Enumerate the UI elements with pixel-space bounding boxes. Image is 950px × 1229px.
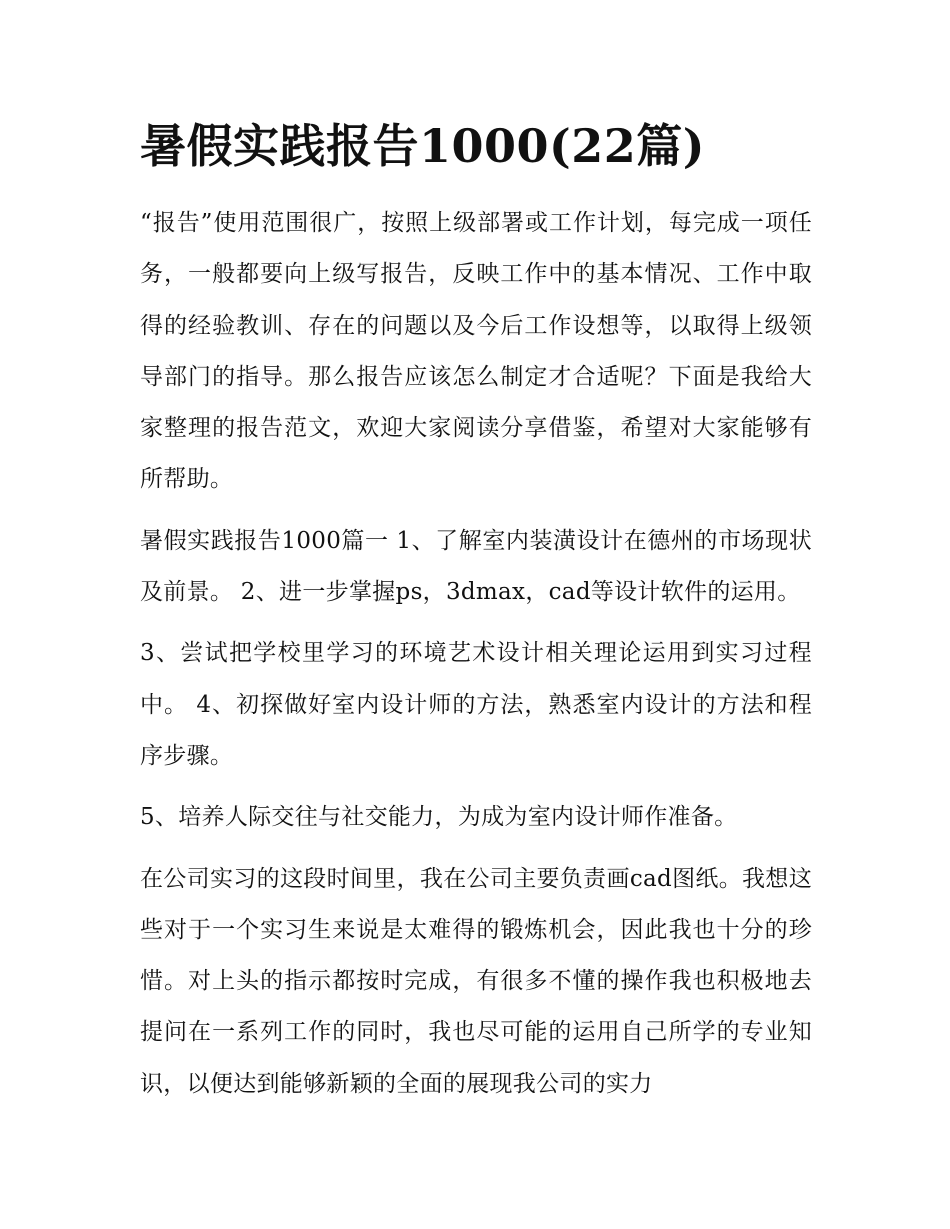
body-paragraph: 3、尝试把学校里学习的环境艺术设计相关理论运用到实习过程中。 4、初探做好室内设计师的方法，熟悉室内设计的方法和程序步骤。 — [140, 640, 812, 769]
document-title: 暑假实践报告1000(22篇) — [140, 119, 706, 173]
body-paragraph: 在公司实习的这段时间里，我在公司主要负责画cad图纸。我想这些对于一个实习生来说是太难得的锻炼机会，因此我也十分的珍惜。对上头的指示都按时完成，有很多不懂的操作我也积极地去提问在一系列工作的同时，我也尽可能的运用自己所学的专业知识，以便达到能够新颖的全面的展现我公司的实力 — [140, 865, 812, 1097]
document-page — [140, 112, 812, 1110]
intro-paragraph: “报告”使用范围很广，按照上级部署或工作计划，每完成一项任务，一般都要向上级写报告，反映工作中的基本情况、工作中取得的经验教训、存在的问题以及今后工作设想等，以取得上级领导部门的指导。那么报告应该怎么制定才合适呢？下面是我给大家整理的报告范文，欢迎大家阅读分享借鉴，希望对大家能够有所帮助。 — [140, 210, 812, 493]
body-paragraph: 暑假实践报告1000篇一 1、了解室内装潢设计在德州的市场现状及前景。 2、进一步掌握ps，3dmax，cad等设计软件的运用。 — [140, 527, 812, 606]
body-paragraph: 5、培养人际交往与社交能力，为成为室内设计师作准备。 — [140, 804, 738, 831]
